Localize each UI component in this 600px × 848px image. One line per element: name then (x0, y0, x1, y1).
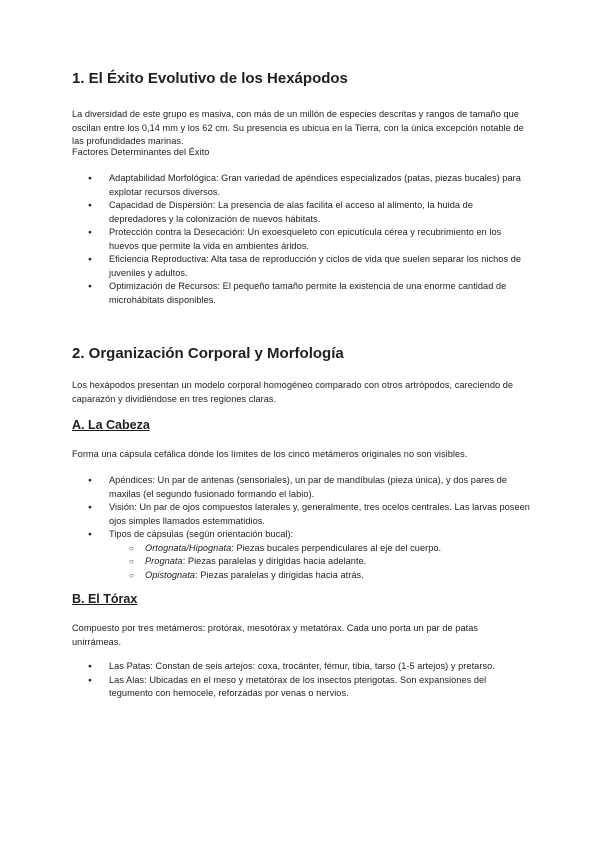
subsection-b-intro: Compuesto por tres metámeros: protórax, mesotórax y metatórax. Cada uno porta un par de patas unirrámeas. (72, 623, 479, 647)
list-item: ● Visión: Un par de ojos compuestos laterales y, generalmente, tres ocelos centrales. Las larvas poseen ojos simples llamados estemmatidios. (72, 501, 532, 528)
list-item: ● Protección contra la Desecación: Un exoesqueleto con epicutícula cérea y recubrimiento en los huevos que permite la vida en ambientes áridos. (72, 226, 532, 253)
section-2-title: 2. Organización Corporal y Morfología (72, 345, 344, 362)
sub-list-item (109, 542, 569, 556)
section-1-title: 1. El Éxito Evolutivo de los Hexápodos (72, 70, 348, 87)
list-item: ● Optimización de Recursos: El pequeño tamaño permite la existencia de una enorme cantidad de microhábitats disponibles. (72, 280, 532, 307)
capsule-types-list (109, 542, 569, 583)
list-item: ● Adaptabilidad Morfológica: Gran variedad de apéndices especializados (patas, piezas bucales) para explotar recursos diversos. (72, 172, 532, 199)
thorax-list (72, 660, 532, 701)
sub-list-item (109, 555, 569, 569)
factors-list (72, 172, 532, 307)
sub-list-item (109, 569, 569, 583)
list-item-text: Tipos de cápsulas (según orientación bucal): (109, 529, 294, 539)
definition: : Piezas paralelas y dirigidas hacia atrás. (195, 569, 364, 580)
term: Ortognata/Hipognata (145, 542, 232, 553)
section-1-intro: La diversidad de este grupo es masiva, con más de un millón de especies descritas y rangos de tamaño que oscilan entre los 0,14 mm y los 62 cm. Su presencia es ubicua en la Tierra, con la única excepción notable de las profundidades marinas. (72, 109, 524, 146)
definition: : Piezas bucales perpendiculares al eje del cuerpo. (231, 542, 442, 553)
list-item: ● Las Patas: Constan de seis artejos: coxa, trocánter, fémur, tibia, tarso (1-5 artejos) y pretarso. (72, 660, 532, 674)
head-list (72, 474, 532, 582)
definition: : Piezas paralelas y dirigidas hacia adelante. (182, 556, 367, 566)
list-item: ● Las Alas: Ubicadas en el meso y metatórax de los insectos pterigotas. Son expansiones del tegumento con hemocele, reforzadas por venas o nervios. (72, 674, 532, 701)
subsection-b-title: B. El Tórax (72, 592, 138, 606)
factors-heading: Factores Determinantes del Éxito (72, 147, 210, 157)
list-item: ● Capacidad de Dispersión: La presencia de alas facilita el acceso al alimento, la huida de depredadores y la colonización de nuevos hábitats. (72, 199, 532, 226)
section-2-intro: Los hexápodos presentan un modelo corporal homogéneo comparado con otros artrópodos, careciendo de caparazón y dividiéndose en tres regiones claras. (72, 380, 514, 404)
list-item (72, 528, 532, 582)
term: Opistognata (145, 569, 196, 580)
subsection-a-title: A. La Cabeza (72, 418, 150, 432)
list-item: ● Apéndices: Un par de antenas (sensoriales), un par de mandíbulas (pieza única), y dos pares de maxilas (el segundo fusionado formando el labio). (72, 474, 532, 501)
list-item: ● Eficiencia Reproductiva: Alta tasa de reproducción y ciclos de vida que suelen separar los nichos de juveniles y adultos. (72, 253, 532, 280)
subsection-a-intro: Forma una cápsula cefálica donde los límites de los cinco metámeros originales no son visibles. (72, 449, 468, 459)
term: Prognata (145, 556, 183, 566)
